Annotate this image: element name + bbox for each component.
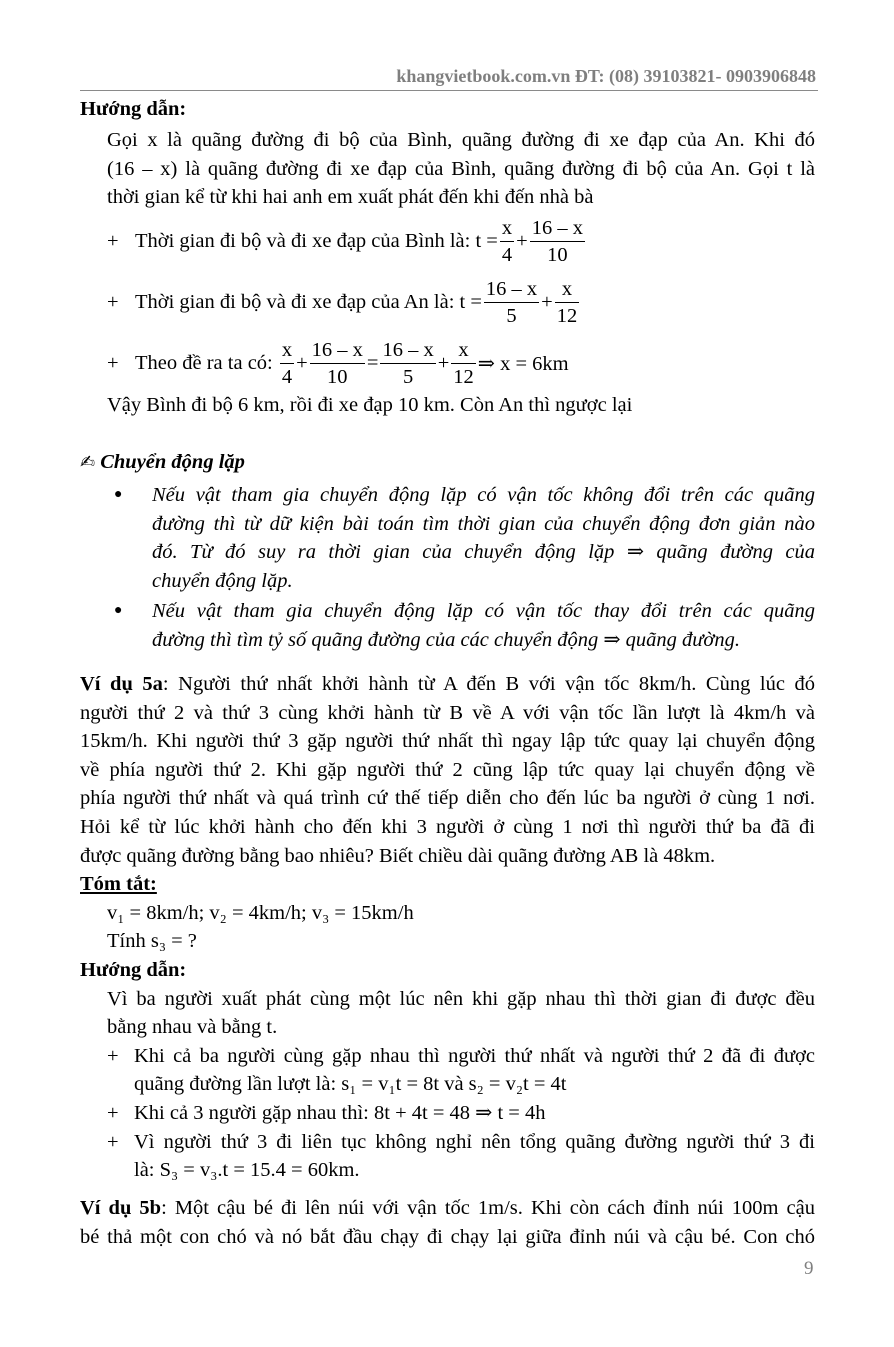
example-text: : Người thứ nhất khởi hành từ A đến B với vận tốc 8km/h. Cùng lúc đó bbox=[162, 673, 815, 695]
guide-item bbox=[107, 1042, 815, 1099]
plus-marker: + bbox=[107, 290, 119, 313]
formula-label: Thời gian đi bộ và đi xe đạp của An là: bbox=[135, 290, 455, 313]
plus-marker: + bbox=[107, 1044, 119, 1067]
conclusion: Vậy Bình đi bộ 6 km, rồi đi xe đạp 10 km. Còn An thì ngược lại bbox=[107, 394, 633, 416]
text-line: thời gian kể từ khi hai anh em xuất phát đến khi đến nhà bà bbox=[107, 186, 594, 209]
text-line: Hỏi kể từ lúc khởi hành cho đến khi 3 người ở cùng 1 nơi thì người thứ ba đã đi bbox=[80, 815, 815, 838]
fraction: $\frac{16 - x}{5}$ bbox=[485, 277, 538, 327]
fraction: $\frac{16 - x}{10}$ bbox=[311, 338, 363, 388]
text-line: (16 – x) là quãng đường đi xe đạp của Bình, quãng đường đi bộ của An. Gọi t là bbox=[107, 157, 815, 180]
text-line: đường thì tìm tỷ số quãng đường của các chuyển động ⇒ quãng đường. bbox=[152, 628, 740, 651]
text-line: phía người thứ nhất và quá trình cứ thế tiếp diễn cho đến lúc ba người ở cùng 1 nơi. bbox=[80, 787, 815, 810]
guide-heading: Hướng dẫn: bbox=[80, 958, 187, 981]
text-line: được quãng đường bằng bao nhiêu? Biết chiều dài quãng đường AB là 48km. bbox=[80, 844, 716, 867]
plus-marker: + bbox=[107, 1130, 119, 1153]
text-line: bằng nhau và bằng t. bbox=[107, 1016, 278, 1039]
formula-label: Theo đề ra ta có: bbox=[135, 351, 273, 374]
plus-marker: + bbox=[107, 1101, 119, 1124]
operator: = bbox=[366, 351, 379, 374]
text-line: Khi cả 3 người gặp nhau thì: 8t + 4t = 48 ⇒ t = 4h bbox=[134, 1101, 546, 1124]
guide-heading: Hướng dẫn: bbox=[80, 98, 187, 120]
page-header: khangvietbook.com.vn ĐT: (08) 39103821- 0903906848 bbox=[396, 66, 816, 86]
text-line: quãng đường lần lượt là: s₁ = v₁t = 8t và s₂ = v₂t = 4t bbox=[134, 1073, 567, 1096]
fraction: $\frac{x}{4}$ bbox=[501, 216, 513, 266]
example-text: : Một cậu bé đi lên núi với vận tốc 1m/s. Khi còn cách đỉnh núi 100m cậu bbox=[161, 1197, 815, 1219]
bullet-icon: ● bbox=[114, 487, 123, 502]
guide-list bbox=[80, 1042, 815, 1185]
summary-line: v₁ = 8km/h; v₂ = 4km/h; v₃ = 15km/h bbox=[107, 901, 414, 924]
operator: + bbox=[541, 290, 553, 313]
example-5b bbox=[80, 1194, 815, 1251]
example-5a bbox=[80, 670, 815, 1185]
header-divider bbox=[80, 90, 818, 91]
guide-item bbox=[107, 1099, 815, 1128]
operator: + bbox=[437, 351, 450, 374]
text-line: về phía người thứ 2. Khi gặp người thứ 2 cũng lập tức quay lại chuyển động về bbox=[80, 758, 815, 781]
example-label: Ví dụ 5a bbox=[80, 673, 163, 695]
operator: + bbox=[516, 229, 528, 252]
section-title: Chuyển động lặp bbox=[100, 451, 245, 473]
formula-label: Thời gian đi bộ và đi xe đạp của Bình là: bbox=[135, 229, 471, 252]
fraction: $\frac{x}{4}$ bbox=[281, 338, 293, 388]
text-line: người thứ 2 và thứ 3 cùng khởi hành từ B về A với vận tốc lần lượt là 4km/h và bbox=[80, 701, 815, 724]
text-line: Vì ba người xuất phát cùng một lúc nên khi gặp nhau thì thời gian đi được đều bbox=[107, 987, 815, 1010]
text-line: Vì người thứ 3 đi liên tục không nghỉ nên tổng quãng đường người thứ 3 đi bbox=[134, 1130, 815, 1153]
guide-item bbox=[107, 1128, 815, 1185]
section-heading bbox=[80, 451, 245, 474]
page-number: 9 bbox=[804, 1258, 814, 1279]
plus-marker: + bbox=[107, 229, 119, 252]
formula-result: ⇒ x = 6km bbox=[477, 352, 569, 375]
fraction: $\frac{x}{12}$ bbox=[453, 338, 474, 388]
fraction: $\frac{16 - x}{5}$ bbox=[382, 338, 434, 388]
formula-binh bbox=[107, 210, 587, 272]
plus-marker: + bbox=[107, 351, 119, 374]
formula-equation bbox=[107, 332, 569, 394]
example-label: Ví dụ 5b bbox=[80, 1197, 162, 1219]
operator: + bbox=[296, 351, 308, 374]
bullet-item bbox=[114, 481, 815, 595]
bullet-item bbox=[114, 597, 815, 654]
text-line: là: S₃ = v₃.t = 15.4 = 60km. bbox=[134, 1159, 360, 1182]
writing-hand-icon: ✍ bbox=[80, 452, 96, 473]
fraction: $\frac{16 - x}{10}$ bbox=[531, 216, 583, 266]
text-line: Gọi x là quãng đường đi bộ của Bình, quãng đường đi xe đạp của An. Khi đó bbox=[107, 129, 815, 151]
text-line: chuyển động lặp. bbox=[152, 569, 293, 592]
text-line: Nếu vật tham gia chuyển động lặp có vận tốc thay đổi trên các quãng bbox=[152, 600, 815, 622]
summary-heading: Tóm tắt: bbox=[80, 873, 157, 896]
summary-line: Tính s₃ = ? bbox=[107, 930, 197, 953]
text-line: đường thì từ dữ kiện bài toán tìm thời gian của chuyển động đơn giản nào bbox=[152, 512, 815, 535]
text-line: Nếu vật tham gia chuyển động lặp có vận tốc không đổi trên các quãng bbox=[152, 484, 815, 506]
text-line: đó. Từ đó suy ra thời gian của chuyển động lặp ⇒ quãng đường của bbox=[152, 541, 815, 564]
formula-lhs: t = bbox=[459, 290, 482, 313]
fraction: $\frac{x}{12}$ bbox=[556, 277, 578, 327]
text-line: bé thả một con chó và nó bắt đầu chạy đi chạy lại giữa đỉnh núi và cậu bé. Con chó bbox=[80, 1225, 815, 1248]
text-line bbox=[80, 1194, 815, 1223]
text-line: 15km/h. Khi người thứ 3 gặp người thứ nhất thì ngay lập tức quay lại chuyển động bbox=[80, 730, 815, 753]
guide-paragraph bbox=[107, 126, 815, 212]
formula-lhs: t = bbox=[475, 229, 498, 252]
text-line: Khi cả ba người cùng gặp nhau thì người thứ nhất và người thứ 2 đã đi được bbox=[134, 1044, 815, 1067]
text-line bbox=[80, 670, 815, 699]
formula-an bbox=[107, 271, 581, 333]
bullet-icon: ● bbox=[114, 603, 123, 618]
